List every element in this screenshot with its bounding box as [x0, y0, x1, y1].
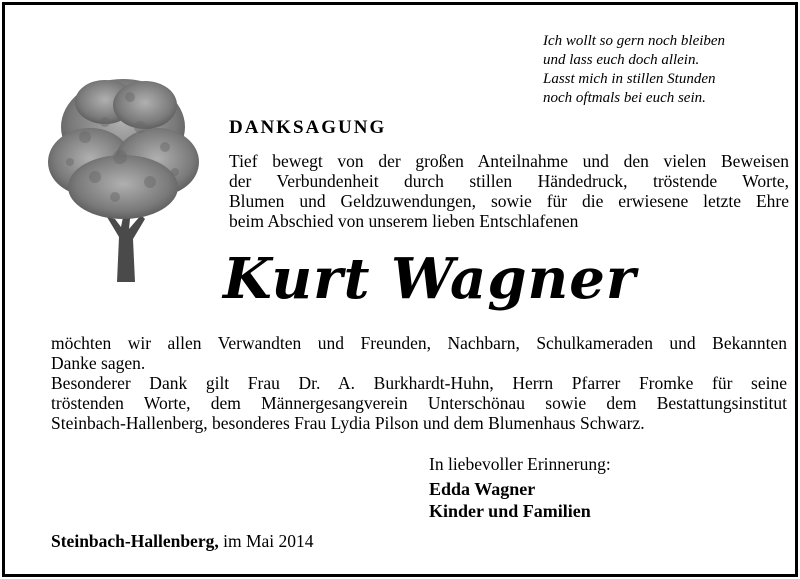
intro-line: Blumen und Geldzuwendungen, sowie für die erwiesene letzte Ehre	[229, 191, 789, 211]
poem	[543, 32, 783, 108]
poem-line: noch oftmals bei euch sein.	[543, 90, 706, 106]
signer-name: Edda Wagner	[429, 479, 536, 499]
body-line: Steinbach-Hallenberg, besonderes Frau Lydia Pilson und dem Blumenhaus Schwarz.	[51, 413, 645, 433]
body-line: möchten wir allen Verwandten und Freunden, Nachbarn, Schulkameraden und Bekannten	[51, 333, 787, 353]
intro-line: beim Abschied von unserem lieben Entschlafenen	[229, 211, 579, 231]
poem-line: Ich wollt so gern noch bleiben	[543, 33, 726, 49]
body-line: Besonderer Dank gilt Frau Dr. A. Burkhardt-Huhn, Herrn Pfarrer Fromke für seine	[51, 373, 787, 393]
body-line: Danke sagen.	[51, 353, 146, 373]
obituary-notice	[2, 2, 798, 577]
intro-paragraph	[229, 151, 789, 231]
date: im Mai 2014	[223, 531, 314, 551]
body-line: tröstenden Worte, dem Männergesangverein Unterschönau sowie dem Bestattungsinstitut	[51, 393, 787, 413]
poem-line: Lasst mich in stillen Stunden	[543, 71, 716, 87]
heading: DANKSAGUNG	[229, 117, 387, 138]
intro-line: Tief bewegt von der großen Anteilnahme und den vielen Beweisen	[229, 151, 789, 171]
place: Steinbach-Hallenberg,	[51, 531, 219, 551]
memory-line: In liebevoller Erinnerung:	[429, 454, 611, 474]
signers	[429, 478, 591, 522]
tree-illustration	[45, 67, 200, 282]
deceased-name: Kurt Wagner	[223, 246, 637, 312]
place-date	[51, 530, 314, 552]
poem-line: und lass euch doch allein.	[543, 52, 700, 68]
intro-line: der Verbundenheit durch stillen Händedruck, tröstende Worte,	[229, 171, 789, 191]
signer-name: Kinder und Familien	[429, 501, 591, 521]
body-paragraph	[51, 333, 787, 433]
